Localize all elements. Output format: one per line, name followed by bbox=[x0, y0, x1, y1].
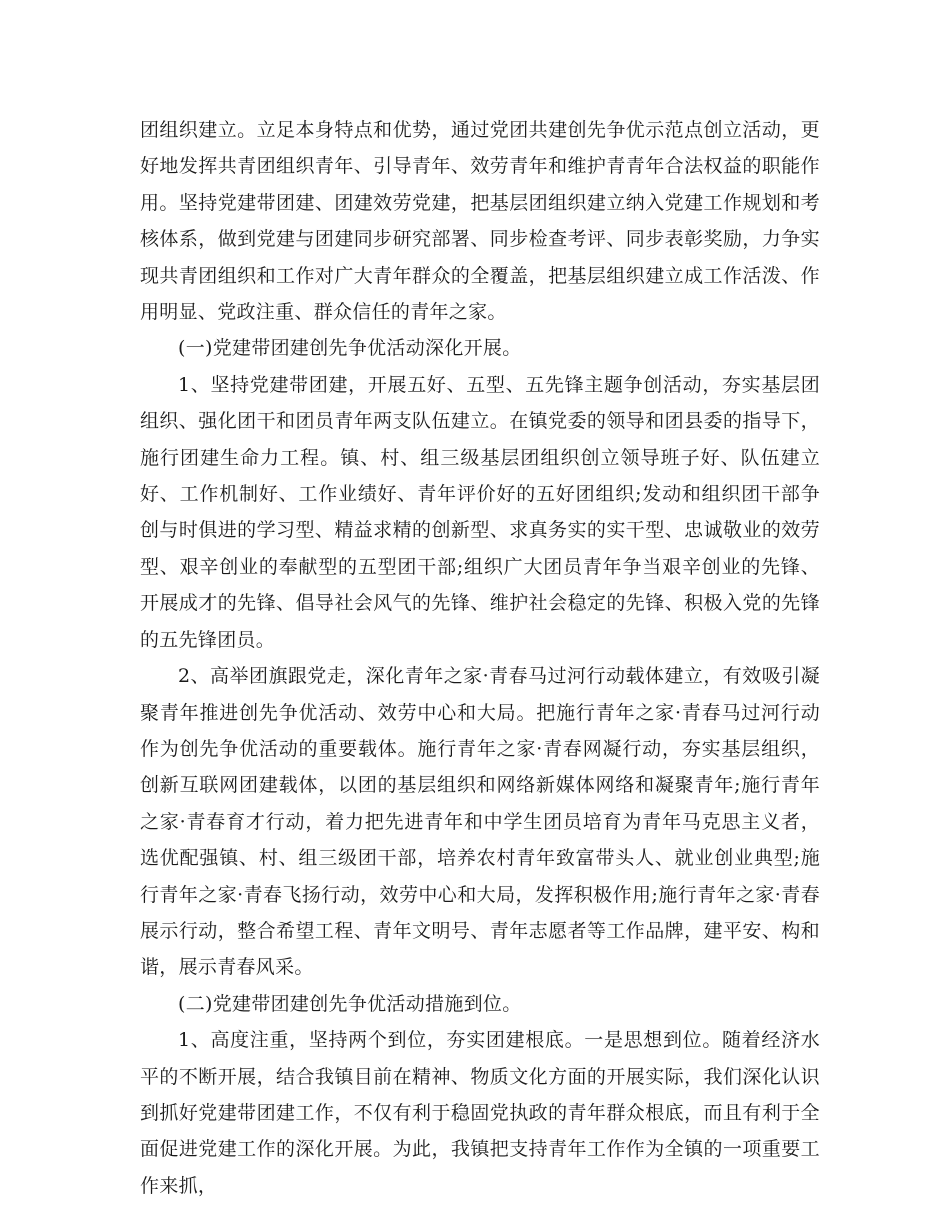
document-body bbox=[140, 112, 820, 1204]
section-heading-1: (一)党建带团建创先争优活动深化开展。 bbox=[178, 337, 522, 360]
paragraph-item-2: 2、高举团旗跟党走，深化青年之家·青春马过河行动载体建立，有效吸引凝聚青年推进创先争优活动、效劳中心和大局。把施行青年之家·青春马过河行动作为创先争优活动的重要载体。施行青年之家·青春网凝行动，夯实基层组织，创新互联网团建载体，以团的基层组织和网络新媒体网络和凝聚青年;施行青年之家·青春育才行动，着力把先进青年和中学生团员培育为青年马克思主义者，选优配强镇、村、组三级团干部，培养农村青年致富带头人、就业创业典型;施行青年之家·青春飞扬行动，效劳中心和大局，发挥积极作用;施行青年之家·青春展示行动，整合希望工程、青年文明号、青年志愿者等工作品牌，建平安、构和谐，展示青春风采。 bbox=[140, 665, 820, 979]
paragraph-item-3: 1、高度注重，坚持两个到位，夯实团建根底。一是思想到位。随着经济水平的不断开展，结合我镇目前在精神、物质文化方面的开展实际，我们深化认识到抓好党建带团建工作，不仅有利于稳固党执政的青年群众根底，而且有利于全面促进党建工作的深化开展。为此，我镇把支持青年工作作为全镇的一项重要工作来抓， bbox=[140, 1029, 820, 1197]
paragraph-continuation: 团组织建立。立足本身特点和优势，通过党团共建创先争优示范点创立活动，更好地发挥共青团组织青年、引导青年、效劳青年和维护青青年合法权益的职能作用。坚持党建带团建、团建效劳党建，把基层团组织建立纳入党建工作规划和考核体系，做到党建与团建同步研究部署、同步检查考评、同步表彰奖励，力争实现共青团组织和工作对广大青年群众的全覆盖，把基层组织建立成工作活泼、作用明显、党政注重、群众信任的青年之家。 bbox=[140, 119, 820, 324]
paragraph-item-1: 1、坚持党建带团建，开展五好、五型、五先锋主题争创活动，夯实基层团组织、强化团干和团员青年两支队伍建立。在镇党委的领导和团县委的指导下，施行团建生命力工程。镇、村、组三级基层团组织创立领导班子好、队伍建立好、工作机制好、工作业绩好、青年评价好的五好团组织;发动和组织团干部争创与时俱进的学习型、精益求精的创新型、求真务实的实干型、忠诚敬业的效劳型、艰辛创业的奉献型的五型团干部;组织广大团员青年争当艰辛创业的先锋、开展成才的先锋、倡导社会风气的先锋、维护社会稳定的先锋、积极入党的先锋的五先锋团员。 bbox=[140, 373, 820, 651]
section-heading-2: (二)党建带团建创先争优活动措施到位。 bbox=[178, 992, 522, 1015]
